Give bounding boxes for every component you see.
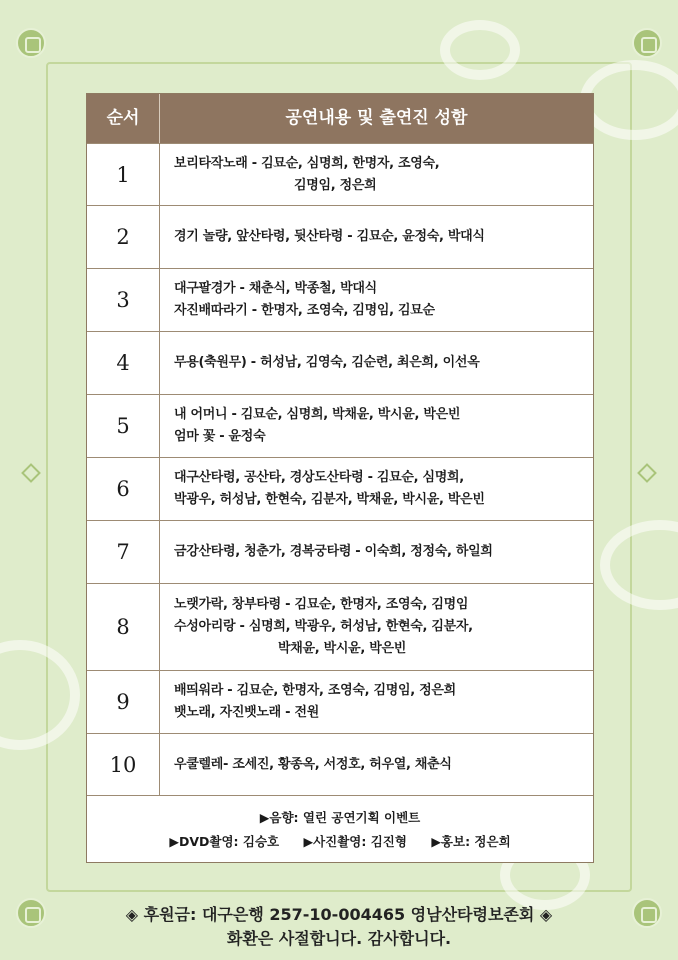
row-line: 박채윤, 박시윤, 박은빈	[278, 641, 407, 656]
table-row	[87, 733, 593, 795]
row-content	[160, 332, 593, 394]
row-content	[160, 458, 593, 520]
row-content	[160, 671, 593, 733]
row-content	[160, 521, 593, 583]
cloud-swirl-icon	[440, 20, 520, 80]
table-row	[87, 670, 593, 733]
column-header-order: 순서	[87, 94, 160, 143]
side-ornament-icon	[637, 463, 657, 483]
row-line: 김명임, 정은희	[294, 177, 377, 193]
row-number: 9	[87, 671, 160, 733]
row-line: 무용(축원무) - 허성남, 김영숙, 김순련, 최은희, 이선옥	[174, 355, 480, 370]
table-row	[87, 205, 593, 268]
row-number: 5	[87, 395, 160, 457]
row-content	[160, 734, 593, 795]
row-number: 1	[87, 144, 160, 205]
row-line: 배띄워라 - 김묘순, 한명자, 조영숙, 김명임, 정은희	[174, 683, 456, 698]
row-line: 뱃노래, 자진뱃노래 - 전원	[174, 705, 319, 720]
row-line: 우쿨렐레- 조세진, 황종옥, 서정호, 허우열, 채춘식	[174, 756, 452, 772]
table-header	[87, 94, 593, 143]
table-row	[87, 520, 593, 583]
row-content	[160, 206, 593, 268]
row-line: 박광우, 허성남, 한현숙, 김분자, 박채윤, 박시윤, 박은빈	[174, 492, 485, 507]
row-content	[160, 144, 593, 205]
row-number: 8	[87, 584, 160, 670]
table-row	[87, 331, 593, 394]
row-line: 금강산타령, 청춘가, 경복궁타령 - 이숙희, 정정숙, 하일희	[174, 544, 493, 559]
row-line: 수성아리랑 - 심명희, 박광우, 허성남, 한현숙, 김분자,	[174, 619, 473, 634]
row-number: 3	[87, 269, 160, 331]
donation-info: ◈ 후원금: 대구은행 257-10-004465 영남산타령보존회 ◈	[125, 905, 553, 924]
row-line: 엄마 꽃 - 윤정숙	[174, 429, 266, 444]
credit-photo: ▶사진촬영: 김진형	[303, 833, 407, 849]
row-line: 노랫가락, 창부타령 - 김묘순, 한명자, 조영숙, 김명임	[174, 597, 469, 612]
table-row	[87, 143, 593, 205]
row-line: 자진배따라기 - 한명자, 조영숙, 김명임, 김묘순	[174, 303, 435, 318]
table-row	[87, 457, 593, 520]
column-header-content: 공연내용 및 출연진 성함	[285, 108, 468, 128]
row-content	[160, 395, 593, 457]
corner-ornament-icon	[16, 28, 46, 58]
row-line: 대구팔경가 - 채춘식, 박종철, 박대식	[174, 281, 377, 296]
credit-pr: ▶홍보: 정은희	[431, 833, 511, 849]
row-line: 대구산타령, 공산타, 경상도산타령 - 김묘순, 심명희,	[174, 470, 464, 485]
corner-ornament-icon	[632, 28, 662, 58]
row-line: 보리타작노래 - 김묘순, 심명희, 한명자, 조영숙,	[174, 155, 440, 171]
credits-line	[159, 830, 520, 854]
side-ornament-icon	[21, 463, 41, 483]
row-line: 내 어머니 - 김묘순, 심명희, 박채윤, 박시윤, 박은빈	[174, 407, 461, 422]
credit-dvd: ▶DVD촬영: 김승호	[169, 833, 280, 849]
row-number: 4	[87, 332, 160, 394]
row-number: 7	[87, 521, 160, 583]
credits	[87, 795, 593, 863]
table-row	[87, 268, 593, 331]
table-row	[87, 394, 593, 457]
program-table	[86, 93, 594, 863]
table-row	[87, 583, 593, 670]
credit-sound: ▶음향: 열린 공연기획 이벤트	[259, 809, 421, 825]
row-number: 2	[87, 206, 160, 268]
row-number: 6	[87, 458, 160, 520]
row-content	[160, 584, 593, 670]
row-content	[160, 269, 593, 331]
row-line: 경기 놀량, 앞산타령, 뒷산타령 - 김묘순, 윤정숙, 박대식	[174, 229, 485, 244]
row-number: 10	[87, 734, 160, 795]
thanks-note: 화환은 사절합니다. 감사합니다.	[226, 929, 452, 948]
